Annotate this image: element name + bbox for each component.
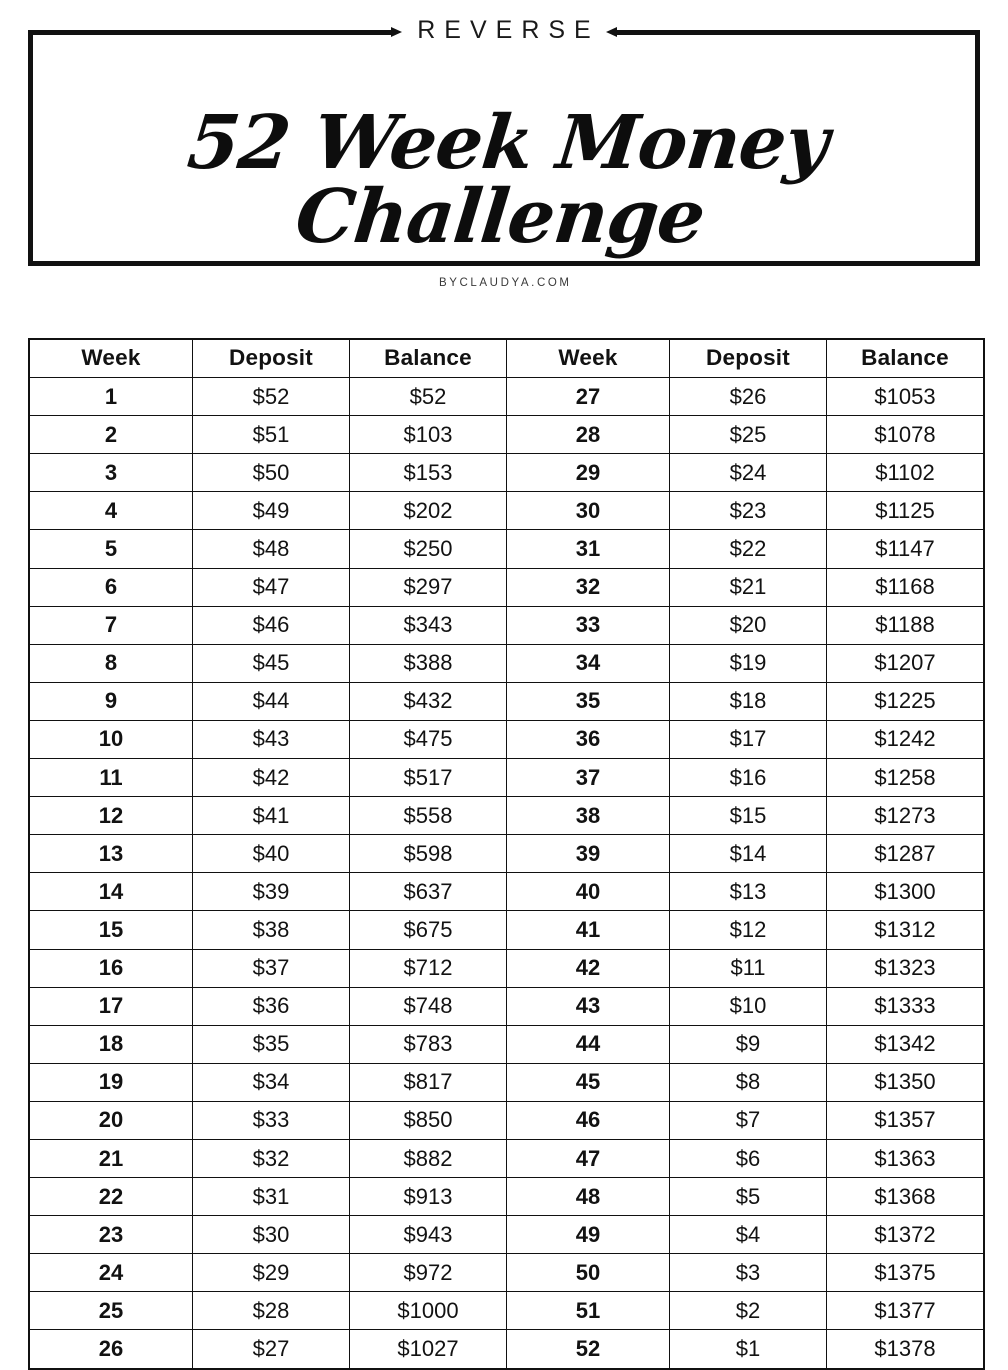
cell-week: 14 [29, 873, 193, 911]
cell-week: 29 [507, 454, 670, 492]
cell-week: 33 [507, 606, 670, 644]
cell-deposit: $26 [670, 378, 827, 416]
cell-balance: $1078 [827, 416, 985, 454]
cell-week: 50 [507, 1254, 670, 1292]
cell-week: 3 [29, 454, 193, 492]
cell-deposit: $36 [193, 987, 350, 1025]
cell-week: 5 [29, 530, 193, 568]
cell-balance: $297 [350, 568, 507, 606]
cell-week: 52 [507, 1330, 670, 1369]
table-row [29, 1025, 984, 1063]
column-header-deposit-2: Deposit [670, 339, 827, 378]
cell-week: 25 [29, 1292, 193, 1330]
cell-deposit: $48 [193, 530, 350, 568]
cell-deposit: $32 [193, 1139, 350, 1177]
cell-deposit: $44 [193, 682, 350, 720]
table-row [29, 606, 984, 644]
cell-balance: $712 [350, 949, 507, 987]
cell-deposit: $42 [193, 759, 350, 797]
cell-balance: $1000 [350, 1292, 507, 1330]
cell-week: 1 [29, 378, 193, 416]
cell-deposit: $7 [670, 1101, 827, 1139]
cell-deposit: $49 [193, 492, 350, 530]
cell-week: 32 [507, 568, 670, 606]
cell-week: 12 [29, 797, 193, 835]
cell-deposit: $16 [670, 759, 827, 797]
table-body [29, 378, 984, 1369]
table-row [29, 682, 984, 720]
cell-balance: $748 [350, 987, 507, 1025]
cell-balance: $517 [350, 759, 507, 797]
cell-deposit: $31 [193, 1178, 350, 1216]
column-header-balance-1: Balance [350, 339, 507, 378]
cell-deposit: $14 [670, 835, 827, 873]
cell-deposit: $5 [670, 1178, 827, 1216]
cell-deposit: $11 [670, 949, 827, 987]
cell-balance: $1363 [827, 1139, 985, 1177]
cell-deposit: $23 [670, 492, 827, 530]
cell-week: 21 [29, 1139, 193, 1177]
cell-deposit: $22 [670, 530, 827, 568]
table-row [29, 1139, 984, 1177]
table-header [29, 339, 984, 378]
cell-balance: $1368 [827, 1178, 985, 1216]
cell-balance: $1102 [827, 454, 985, 492]
cell-deposit: $18 [670, 682, 827, 720]
table-row [29, 759, 984, 797]
cell-balance: $1378 [827, 1330, 985, 1369]
cell-balance: $598 [350, 835, 507, 873]
cell-deposit: $6 [670, 1139, 827, 1177]
table-header-row [29, 339, 984, 378]
table-row [29, 644, 984, 682]
cell-week: 35 [507, 682, 670, 720]
cell-week: 16 [29, 949, 193, 987]
cell-deposit: $21 [670, 568, 827, 606]
cell-balance: $1242 [827, 720, 985, 758]
table-row [29, 1254, 984, 1292]
cell-week: 34 [507, 644, 670, 682]
cell-week: 37 [507, 759, 670, 797]
cell-week: 26 [29, 1330, 193, 1369]
cell-deposit: $43 [193, 720, 350, 758]
cell-balance: $558 [350, 797, 507, 835]
column-header-deposit-1: Deposit [193, 339, 350, 378]
cell-week: 28 [507, 416, 670, 454]
table-row [29, 1101, 984, 1139]
cell-balance: $850 [350, 1101, 507, 1139]
cell-week: 39 [507, 835, 670, 873]
cell-balance: $637 [350, 873, 507, 911]
cell-deposit: $35 [193, 1025, 350, 1063]
cell-balance: $1258 [827, 759, 985, 797]
table-row [29, 873, 984, 911]
cell-week: 6 [29, 568, 193, 606]
cell-week: 13 [29, 835, 193, 873]
cell-week: 10 [29, 720, 193, 758]
table-row [29, 1063, 984, 1101]
cell-balance: $202 [350, 492, 507, 530]
cell-week: 43 [507, 987, 670, 1025]
cell-balance: $943 [350, 1216, 507, 1254]
cell-week: 49 [507, 1216, 670, 1254]
cell-deposit: $27 [193, 1330, 350, 1369]
cell-week: 44 [507, 1025, 670, 1063]
cell-week: 19 [29, 1063, 193, 1101]
cell-balance: $972 [350, 1254, 507, 1292]
cell-deposit: $45 [193, 644, 350, 682]
cell-deposit: $17 [670, 720, 827, 758]
cell-balance: $52 [350, 378, 507, 416]
cell-deposit: $13 [670, 873, 827, 911]
header-frame [28, 16, 980, 266]
table-row [29, 911, 984, 949]
cell-balance: $1287 [827, 835, 985, 873]
cell-week: 11 [29, 759, 193, 797]
cell-balance: $1225 [827, 682, 985, 720]
cell-balance: $1273 [827, 797, 985, 835]
cell-balance: $1207 [827, 644, 985, 682]
table-row [29, 492, 984, 530]
cell-balance: $1188 [827, 606, 985, 644]
cell-deposit: $40 [193, 835, 350, 873]
table-row [29, 416, 984, 454]
table-row [29, 835, 984, 873]
cell-deposit: $46 [193, 606, 350, 644]
cell-week: 42 [507, 949, 670, 987]
cell-deposit: $2 [670, 1292, 827, 1330]
cell-balance: $1357 [827, 1101, 985, 1139]
cell-balance: $1300 [827, 873, 985, 911]
cell-balance: $1377 [827, 1292, 985, 1330]
cell-week: 41 [507, 911, 670, 949]
cell-balance: $1342 [827, 1025, 985, 1063]
cell-deposit: $24 [670, 454, 827, 492]
cell-deposit: $30 [193, 1216, 350, 1254]
cell-balance: $913 [350, 1178, 507, 1216]
cell-week: 2 [29, 416, 193, 454]
cell-balance: $432 [350, 682, 507, 720]
cell-deposit: $51 [193, 416, 350, 454]
table-row [29, 949, 984, 987]
cell-deposit: $29 [193, 1254, 350, 1292]
column-header-balance-2: Balance [827, 339, 985, 378]
site-credit: BYCLAUDYA.COM [438, 277, 572, 289]
cell-balance: $783 [350, 1025, 507, 1063]
table-row [29, 720, 984, 758]
table-row [29, 568, 984, 606]
cell-balance: $1125 [827, 492, 985, 530]
cell-balance: $1147 [827, 530, 985, 568]
eyebrow-label: REVERSE [417, 16, 600, 44]
cell-balance: $882 [350, 1139, 507, 1177]
cell-balance: $675 [350, 911, 507, 949]
cell-deposit: $34 [193, 1063, 350, 1101]
cell-deposit: $10 [670, 987, 827, 1025]
cell-week: 48 [507, 1178, 670, 1216]
page-title: 52 Week Money Challenge [183, 100, 832, 260]
cell-balance: $388 [350, 644, 507, 682]
cell-balance: $1333 [827, 987, 985, 1025]
cell-week: 51 [507, 1292, 670, 1330]
table-row [29, 378, 984, 416]
table-row [29, 1292, 984, 1330]
cell-balance: $1350 [827, 1063, 985, 1101]
cell-week: 38 [507, 797, 670, 835]
cell-week: 17 [29, 987, 193, 1025]
cell-deposit: $3 [670, 1254, 827, 1292]
cell-deposit: $52 [193, 378, 350, 416]
table-row [29, 454, 984, 492]
cell-balance: $1323 [827, 949, 985, 987]
cell-deposit: $50 [193, 454, 350, 492]
table-row [29, 1178, 984, 1216]
cell-deposit: $38 [193, 911, 350, 949]
cell-balance: $343 [350, 606, 507, 644]
cell-week: 47 [507, 1139, 670, 1177]
column-header-week-1: Week [29, 339, 193, 378]
cell-week: 20 [29, 1101, 193, 1139]
cell-deposit: $12 [670, 911, 827, 949]
cell-balance: $1375 [827, 1254, 985, 1292]
table-row [29, 797, 984, 835]
cell-deposit: $41 [193, 797, 350, 835]
cell-deposit: $39 [193, 873, 350, 911]
cell-balance: $475 [350, 720, 507, 758]
cell-deposit: $9 [670, 1025, 827, 1063]
cell-balance: $1053 [827, 378, 985, 416]
cell-week: 27 [507, 378, 670, 416]
cell-balance: $1312 [827, 911, 985, 949]
cell-week: 36 [507, 720, 670, 758]
cell-balance: $103 [350, 416, 507, 454]
cell-week: 40 [507, 873, 670, 911]
cell-deposit: $15 [670, 797, 827, 835]
cell-week: 46 [507, 1101, 670, 1139]
cell-week: 45 [507, 1063, 670, 1101]
table-row [29, 530, 984, 568]
cell-week: 7 [29, 606, 193, 644]
cell-week: 9 [29, 682, 193, 720]
cell-deposit: $25 [670, 416, 827, 454]
cell-balance: $153 [350, 454, 507, 492]
cell-deposit: $37 [193, 949, 350, 987]
cell-balance: $1168 [827, 568, 985, 606]
cell-week: 23 [29, 1216, 193, 1254]
cell-week: 30 [507, 492, 670, 530]
savings-schedule-table [28, 338, 985, 1370]
cell-week: 15 [29, 911, 193, 949]
cell-deposit: $8 [670, 1063, 827, 1101]
table-row [29, 1216, 984, 1254]
column-header-week-2: Week [507, 339, 670, 378]
cell-week: 18 [29, 1025, 193, 1063]
cell-week: 24 [29, 1254, 193, 1292]
cell-week: 22 [29, 1178, 193, 1216]
cell-week: 4 [29, 492, 193, 530]
cell-week: 31 [507, 530, 670, 568]
cell-deposit: $47 [193, 568, 350, 606]
cell-deposit: $33 [193, 1101, 350, 1139]
cell-deposit: $20 [670, 606, 827, 644]
cell-deposit: $4 [670, 1216, 827, 1254]
table-row [29, 1330, 984, 1369]
cell-balance: $817 [350, 1063, 507, 1101]
cell-balance: $250 [350, 530, 507, 568]
cell-week: 8 [29, 644, 193, 682]
cell-balance: $1027 [350, 1330, 507, 1369]
cell-deposit: $28 [193, 1292, 350, 1330]
table-row [29, 987, 984, 1025]
cell-deposit: $19 [670, 644, 827, 682]
cell-balance: $1372 [827, 1216, 985, 1254]
cell-deposit: $1 [670, 1330, 827, 1369]
